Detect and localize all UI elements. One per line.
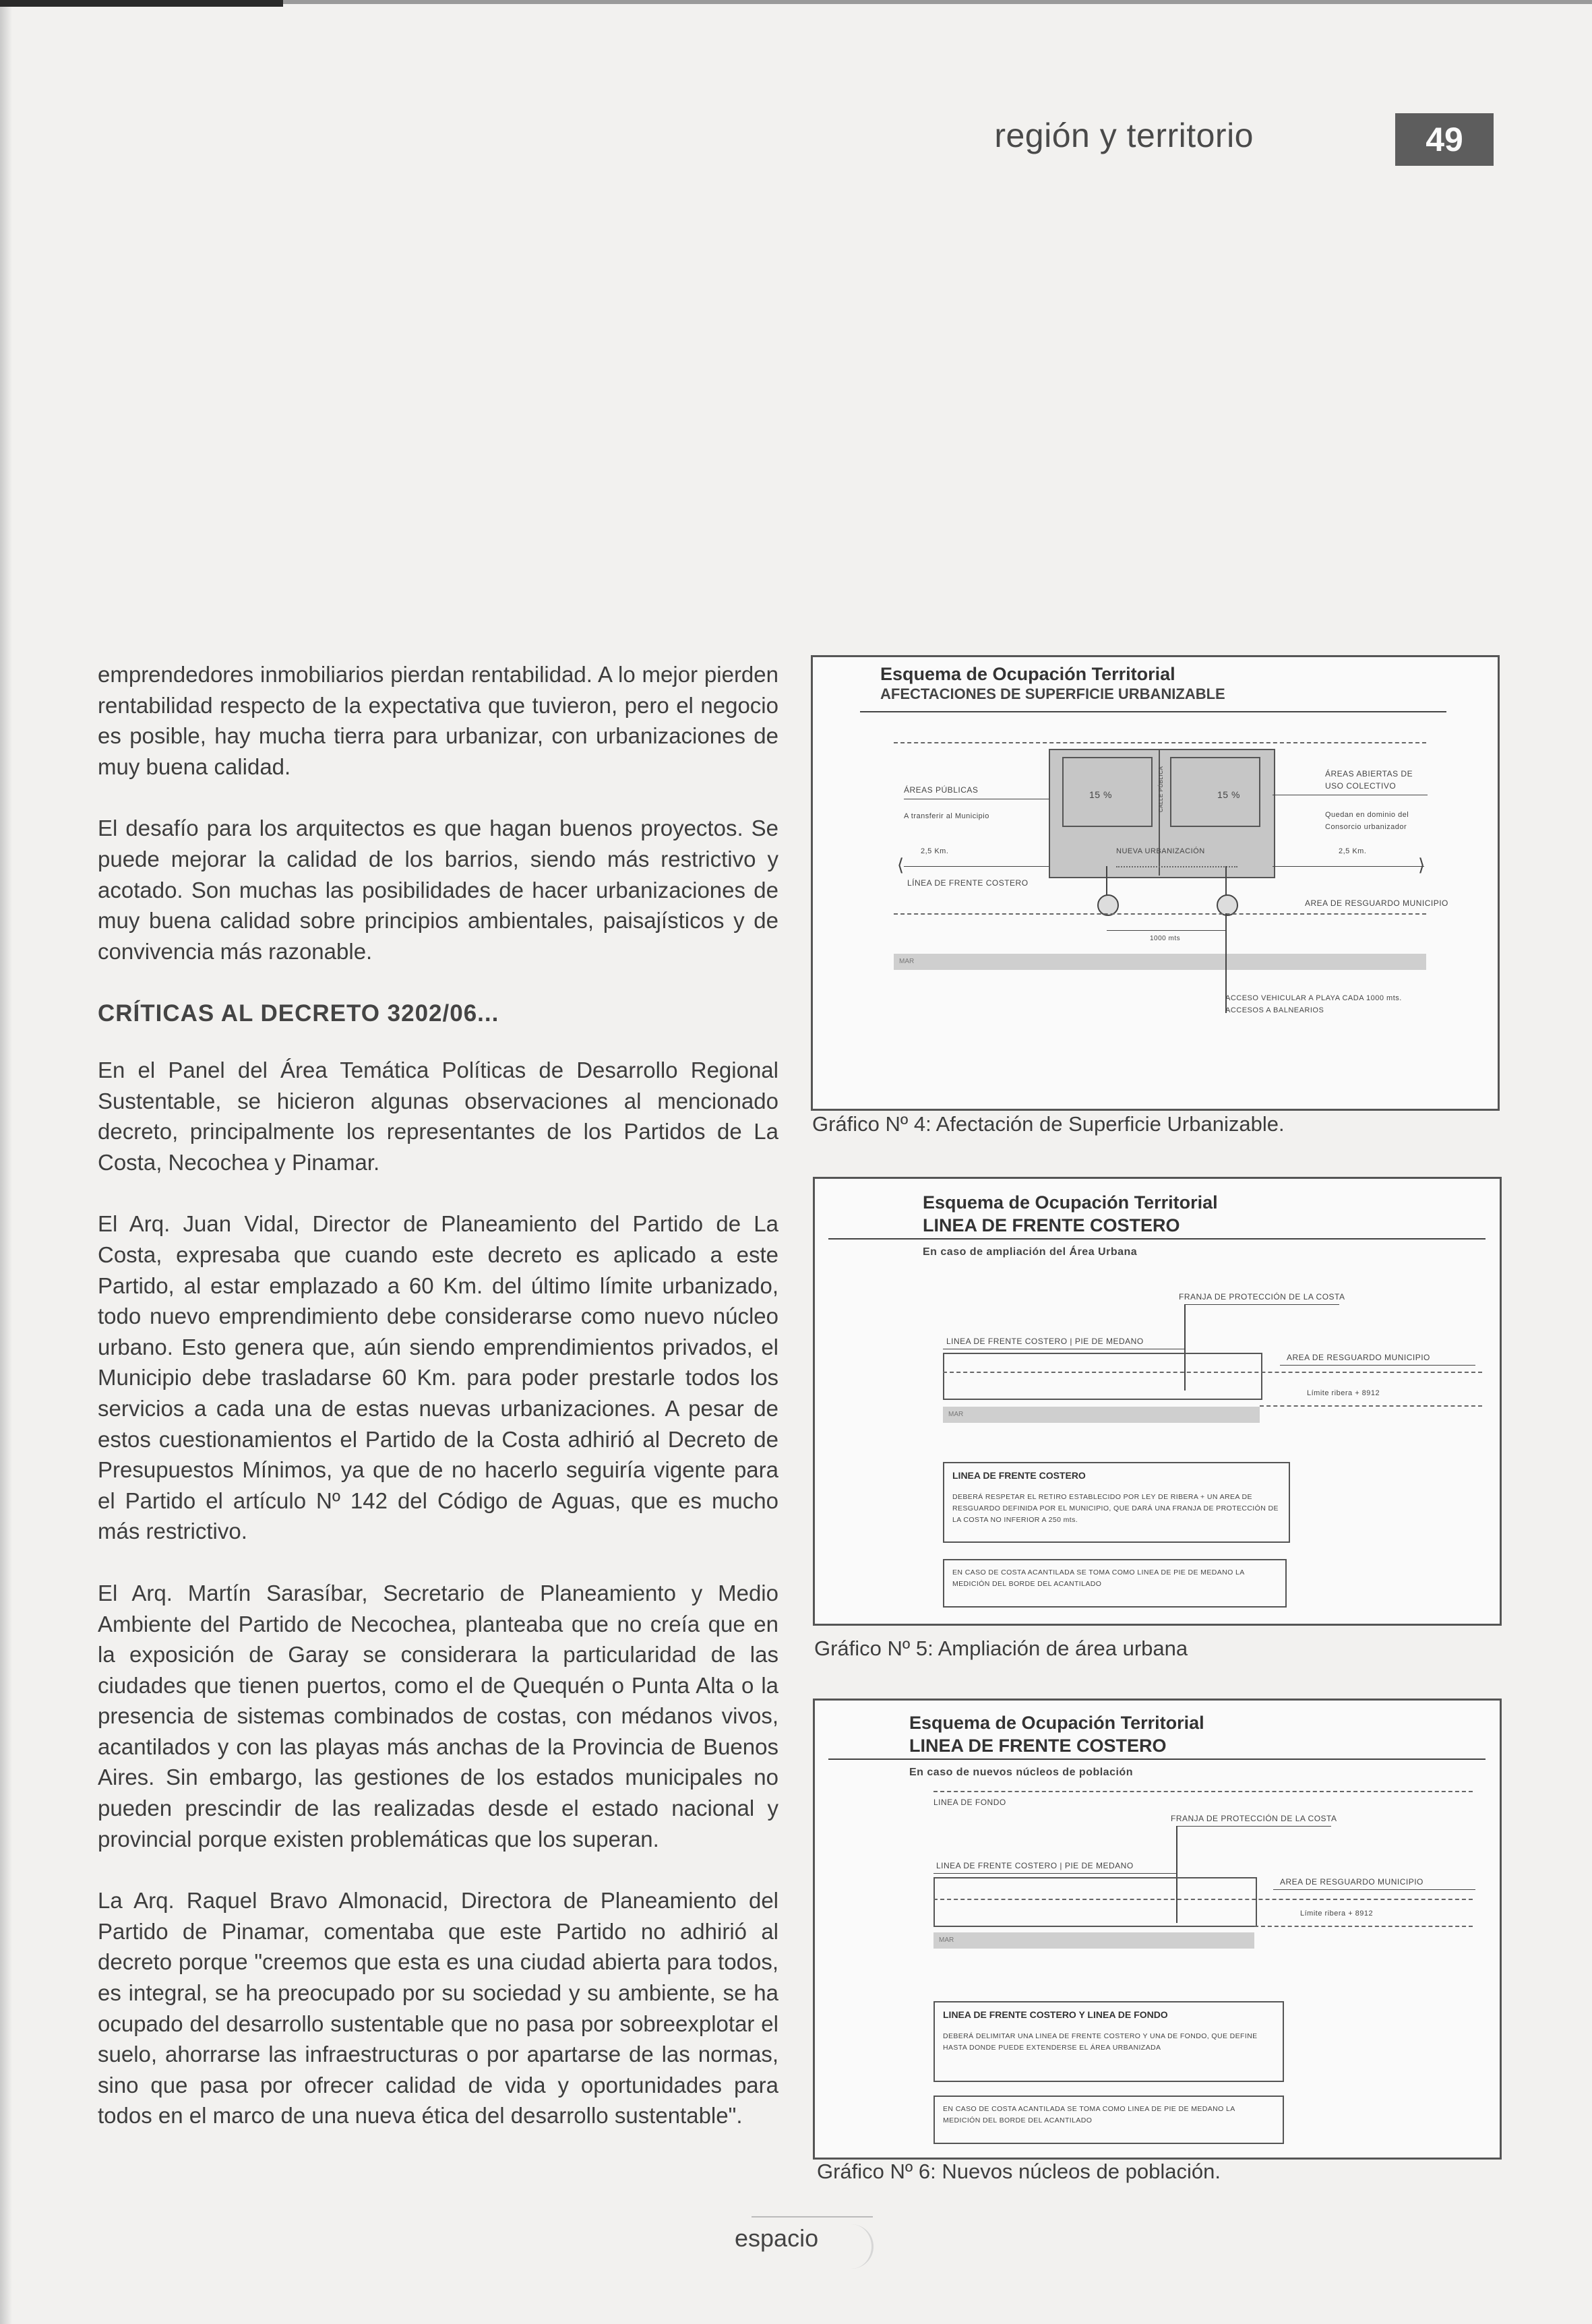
fig5-strip-line bbox=[1184, 1304, 1339, 1305]
fig5-note-box-1 bbox=[943, 1462, 1290, 1543]
fig4-sea bbox=[894, 954, 1426, 970]
fig5-box1-text: DEBERÁ RESPETAR EL RETIRO ESTABLECIDO POR LEY DE RIBERA + UN AREA DE RESGUARDO DEFINIDA POR EL MUNICIPIO, QUE DARÁ UNA FRANJA DE PROTECCIÓN DE LA COSTA NO INFERIOR A 250 mts. bbox=[952, 1493, 1279, 1524]
fig4-new-urbanization: NUEVA URBANIZACIÓN bbox=[1116, 847, 1205, 855]
magazine-logo-arc bbox=[846, 2224, 874, 2269]
fig6-protection-strip: FRANJA DE PROTECCIÓN DE LA COSTA bbox=[1171, 1814, 1337, 1823]
fig4-subtitle: AFECTACIONES DE SUPERFICIE URBANIZABLE bbox=[880, 685, 1225, 702]
fig6-strip-line bbox=[1176, 1826, 1331, 1827]
figure-6 bbox=[813, 1699, 1502, 2160]
fig5-coast-zone bbox=[943, 1353, 1262, 1400]
fig4-sea-label: MAR bbox=[899, 958, 915, 965]
paragraph-5: El Arq. Martín Sarasíbar, Secretario de Planeamiento y Medio Ambiente del Partido de Necochea, planteaba que no creía que en la exposición de Garay se considerara la particularidad de las ciudades que tienen puertos, como el de Quequén o Punta Alta o la presencia de sistemas combinados de costas, con médanos vivos, acantilados y con las playas más anchas de la Provincia de Buenos Aires. Sin embargo, las gestiones de los estados municipales no pueden prescindir de las realizadas desde el estado nacional y provincial porque existen problemáticas que los superan. bbox=[98, 1580, 778, 1852]
fig4-open-area-box bbox=[1170, 757, 1260, 827]
fig6-box1-title: LINEA DE FRENTE COSTERO Y LINEA DE FONDO bbox=[943, 2009, 1168, 2020]
fig5-rule bbox=[828, 1238, 1486, 1240]
fig6-sea bbox=[933, 1932, 1254, 1949]
text-column bbox=[98, 659, 778, 998]
fig5-coast-label: LINEA DE FRENTE COSTERO | PIE DE MEDANO bbox=[946, 1337, 1144, 1346]
fig5-buffer-line bbox=[1280, 1365, 1475, 1366]
fig6-dashed-line bbox=[933, 1899, 1473, 1900]
fig4-dashed-top bbox=[894, 742, 1426, 743]
page-edge-shadow bbox=[0, 0, 12, 2324]
heading-block bbox=[98, 1000, 778, 1027]
page-top-edge-dark bbox=[0, 0, 283, 7]
fig6-municipal-buffer: AREA DE RESGUARDO MUNICIPIO bbox=[1280, 1877, 1423, 1887]
fig4-municipal-buffer: AREA DE RESGUARDO MUNICIPIO bbox=[1305, 898, 1448, 908]
fig4-transfer: A transferir al Municipio bbox=[904, 812, 989, 820]
fig4-dotted-line bbox=[1116, 866, 1237, 867]
fig6-title: Esquema de Ocupación Territorial bbox=[909, 1713, 1204, 1733]
fig4-km-right: 2,5 Km. bbox=[1339, 847, 1367, 855]
running-head: región y territorio bbox=[994, 117, 1254, 154]
fig6-note-box-1 bbox=[933, 2001, 1284, 2082]
fig6-sea-label: MAR bbox=[939, 1936, 954, 1944]
fig4-access-left bbox=[1106, 866, 1107, 897]
fig5-box2-text: EN CASO DE COSTA ACANTILADA SE TOMA COMO LINEA DE PIE DE MEDANO LA MEDICIÓN DEL BORDE DEL ACANTILADO bbox=[952, 1568, 1245, 1588]
fig4-street-label: CALLE PÚBLICA bbox=[1158, 766, 1164, 812]
fig6-coast-line bbox=[933, 1873, 1176, 1874]
fig6-buffer-line bbox=[1273, 1889, 1475, 1890]
fig4-coastline-label: LÍNEA DE FRENTE COSTERO bbox=[907, 878, 1029, 888]
fig6-subtitle: LINEA DE FRENTE COSTERO bbox=[909, 1736, 1167, 1756]
fig4-remain-2: Consorcio urbanizador bbox=[1325, 823, 1407, 831]
paragraph-2: El desafío para los arquitectos es que hagan buenos proyectos. Se puede mejorar la calidad de los barrios, siendo más restrictivo y acotado. Son muchas las posibilidades de hacer urbanizaciones de muy buena calidad sobre principios ambientales, paisajísticos y de convivencia más razonable. bbox=[98, 816, 778, 964]
fig5-dashed-limit bbox=[1260, 1405, 1482, 1407]
fig4-km-left: 2,5 Km. bbox=[921, 847, 949, 855]
footer-rule bbox=[752, 2216, 873, 2218]
fig4-access-2: ACCESOS A BALNEARIOS bbox=[1225, 1006, 1324, 1014]
fig4-access-1: ACCESO VEHICULAR A PLAYA CADA 1000 mts. bbox=[1225, 994, 1402, 1002]
fig5-title: Esquema de Ocupación Territorial bbox=[923, 1192, 1218, 1213]
fig6-coast-zone bbox=[933, 1877, 1257, 1927]
fig5-subtitle: LINEA DE FRENTE COSTERO bbox=[923, 1215, 1180, 1235]
fig5-sea-label: MAR bbox=[948, 1411, 964, 1418]
fig4-open-areas-1: ÁREAS ABIERTAS DE bbox=[1325, 769, 1413, 778]
section-heading: CRÍTICAS AL DECRETO 3202/06... bbox=[98, 1000, 499, 1027]
fig4-open-areas-2: USO COLECTIVO bbox=[1325, 781, 1397, 791]
fig4-pct-right: 15 % bbox=[1217, 789, 1240, 800]
fig6-note: En caso de nuevos núcleos de población bbox=[909, 1767, 1133, 1778]
fig6-back-line-dashed bbox=[933, 1791, 1473, 1792]
fig4-public-areas: ÁREAS PÚBLICAS bbox=[904, 785, 979, 795]
figure-6-caption: Gráfico Nº 6: Nuevos núcleos de población. bbox=[817, 2160, 1221, 2183]
fig6-box2-text: EN CASO DE COSTA ACANTILADA SE TOMA COMO LINEA DE PIE DE MEDANO LA MEDICIÓN DEL BORDE DEL ACANTILADO bbox=[943, 2105, 1235, 2124]
text-column-2 bbox=[98, 1055, 778, 2162]
figure-4 bbox=[811, 655, 1500, 1111]
fig5-municipal-buffer: AREA DE RESGUARDO MUNICIPIO bbox=[1287, 1353, 1430, 1362]
fig4-dashed-bottom bbox=[894, 913, 1426, 915]
fig4-remain-1: Quedan en dominio del bbox=[1325, 811, 1409, 819]
fig6-back-line-label: LINEA DE FONDO bbox=[933, 1798, 1006, 1807]
paragraph-3: En el Panel del Área Temática Políticas de Desarrollo Regional Sustentable, se hicieron algunas observaciones al mencionado decreto, principalmente los representantes de los Partidos de La Costa, Necochea y Pinamar. bbox=[98, 1058, 778, 1175]
fig4-pct-left: 15 % bbox=[1089, 789, 1112, 800]
figure-4-caption: Gráfico Nº 4: Afectación de Superficie Urbanizable. bbox=[812, 1112, 1285, 1136]
fig4-access-right bbox=[1225, 866, 1227, 897]
fig5-dashed-line bbox=[943, 1372, 1482, 1373]
fig6-coast-label: LINEA DE FRENTE COSTERO | PIE DE MEDANO bbox=[936, 1861, 1134, 1870]
paragraph-1: emprendedores inmobiliarios pierdan rentabilidad. A lo mejor pierden rentabilidad respecto de la expectativa que tuvieron, pero el negocio es posible, hay mucha tierra para urbanizar, con urbanizaciones de muy buena calidad. bbox=[98, 662, 778, 779]
fig5-note-box-2 bbox=[943, 1559, 1287, 1608]
fig5-sea bbox=[943, 1407, 1260, 1423]
paragraph-6: La Arq. Raquel Bravo Almonacid, Directora de Planeamiento del Partido de Pinamar, comentaba que este Partido no adhirió al decreto porque "creemos que esta es una ciudad abierta para todos, es integral, se ha preocupado por su sociedad y su ambiente, se ha ocupado del desarrollo sustentable que no pasa por sobreexplotar el suelo, ahorrarse las infraestructuras o por apartarse de las normas, sino que pasa por ofrecer calidad de vida y oportunidades para todos en el marco de una nueva ética del desarrollo sustentable". bbox=[98, 1888, 778, 2129]
fig5-box1-title: LINEA DE FRENTE COSTERO bbox=[952, 1470, 1086, 1481]
fig4-title: Esquema de Ocupación Territorial bbox=[880, 664, 1175, 684]
fig4-rule bbox=[860, 711, 1446, 712]
fig6-box1-text: DEBERÁ DELIMITAR UNA LINEA DE FRENTE COSTERO Y UNA DE FONDO, QUE DEFINE HASTA DONDE PUEDE EXTENDERSE EL ÁREA URBANIZADA bbox=[943, 2032, 1258, 2052]
fig6-riverbank-limit: Límite ribera + 8912 bbox=[1300, 1909, 1374, 1918]
figure-5-caption: Gráfico Nº 5: Ampliación de área urbana bbox=[814, 1637, 1188, 1660]
figure-5 bbox=[813, 1177, 1502, 1626]
fig4-arrow-right-head: ⟩ bbox=[1418, 855, 1426, 875]
magazine-name: espacio bbox=[735, 2224, 819, 2252]
fig4-arrow-left bbox=[904, 866, 1049, 867]
fig5-riverbank-limit: Límite ribera + 8912 bbox=[1307, 1389, 1380, 1397]
fig5-protection-strip: FRANJA DE PROTECCIÓN DE LA COSTA bbox=[1179, 1292, 1345, 1302]
fig6-note-box-2 bbox=[933, 2096, 1284, 2144]
fig5-note: En caso de ampliación del Área Urbana bbox=[923, 1246, 1138, 1258]
paragraph-4: El Arq. Juan Vidal, Director de Planeamiento del Partido de La Costa, expresaba que cuando este decreto es aplicado a este Partido, al estar emplazado a 60 Km. del último límite urbanizado, todo nuevo emprendimiento debe considerarse como nuevo núcleo urbano. Esto genera que, aún siendo emprendimientos privados, el Municipio debe trasladarse 60 Km. para poder prestarle todos los servicios a cada una de estas nuevas urbanizaciones. A pesar de estos cuestionamientos el Partido de la Costa adhirió al Decreto de Presupuestos Mínimos, ya que de no hacerlo seguiría vigente para el Partido el artículo Nº 142 del Código de Aguas, que es mucho más restrictivo. bbox=[98, 1211, 778, 1544]
fig6-rule bbox=[828, 1759, 1486, 1760]
page-number: 49 bbox=[1395, 113, 1494, 166]
fig4-1000m-label: 1000 mts bbox=[1150, 935, 1181, 942]
fig6-dashed-limit bbox=[1254, 1926, 1473, 1927]
fig4-arrow-right bbox=[1273, 866, 1424, 867]
fig4-1000m-line bbox=[1107, 930, 1227, 931]
fig4-arrow-left-head: ⟨ bbox=[897, 855, 905, 875]
